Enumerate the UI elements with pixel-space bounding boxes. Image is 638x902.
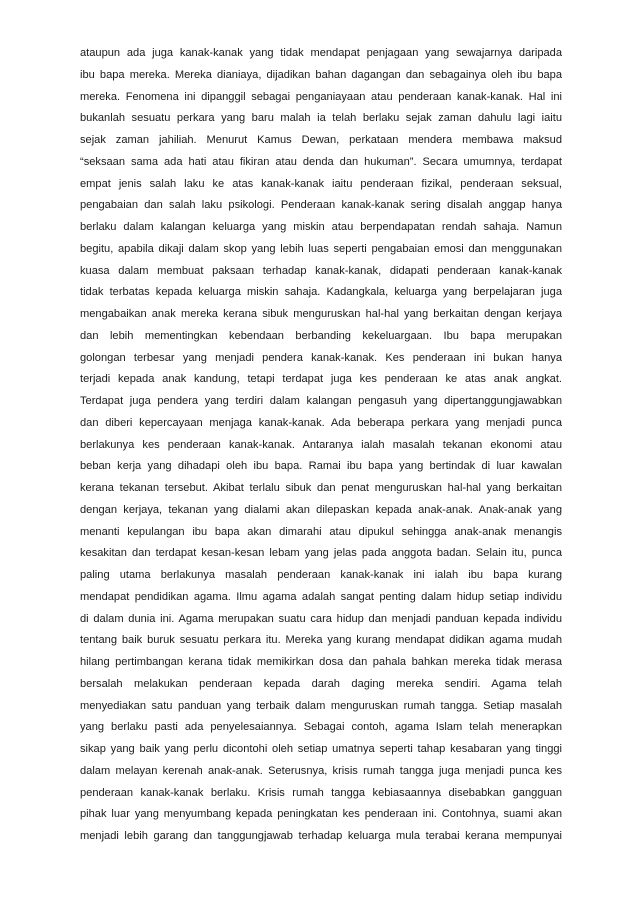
text-line: mendapat pendidikan agama. Ilmu agama adalah sangat penting dalam hidup setiap individu (80, 590, 562, 603)
text-line: golongan terbesar yang menjadi pendera kanak-kanak. Kes penderaan ini bukan hanya (80, 351, 562, 364)
text-line: bersalah melakukan penderaan kepada darah daging mereka sendiri. Agama telah (80, 677, 562, 690)
text-line: bukanlah sesuatu perkara yang baru malah ia telah berlaku sejak zaman dahulu lagi iaitu (80, 112, 562, 125)
text-line: ibu bapa mereka. Mereka dianiaya, dijadikan bahan dagangan dan sebagainya oleh ibu bapa (80, 68, 562, 81)
text-line: terjadi kepada anak kandung, tetapi terdapat juga kes penderaan ke atas anak angkat. (80, 373, 562, 386)
text-line: dan diberi kepercayaan menjaga kanak-kanak. Ada beberapa perkara yang menjadi punca (80, 416, 562, 429)
text-line: hilang pertimbangan kerana tidak memikirkan dosa dan pahala bahkan mereka tidak merasa (80, 656, 562, 668)
text-line: empat jenis salah laku ke atas kanak-kanak iaitu penderaan fizikal, penderaan seksual, (80, 177, 562, 190)
text-line: penderaan kanak-kanak berlaku. Krisis rumah tangga kebiasaannya disebabkan gangguan (80, 786, 562, 799)
text-line: menanti kepulangan ibu bapa akan dimarahi atau dipukul sehingga anak-anak menangis (80, 525, 562, 538)
text-line: kerana tekanan tersebut. Akibat terlalu sibuk dan penat menguruskan hal-hal yang berkaitan (80, 482, 562, 494)
text-line: mereka. Fenomena ini dipanggil sebagai penganiayaan atau penderaan kanak-kanak. Hal ini (80, 90, 562, 103)
text-line: paling utama berlakunya masalah penderaan kanak-kanak ini ialah ibu bapa kurang (80, 569, 562, 581)
text-line: menyediakan satu panduan yang terbaik dalam menguruskan rumah tangga. Setiap masalah (80, 699, 562, 712)
text-line: tidak terbatas kepada keluarga miskin sahaja. Kadangkala, keluarga yang berpelajaran juga (80, 286, 562, 299)
text-line: Terdapat juga pendera yang terdiri dalam kalangan pengasuh yang dipertanggungjawabkan (80, 395, 562, 407)
text-line: berlaku dalam kalangan keluarga yang miskin atau berpendapatan rendah sahaja. Namun (80, 221, 562, 233)
text-line: ataupun ada juga kanak-kanak yang tidak mendapat penjagaan yang sewajarnya daripada (80, 47, 562, 59)
text-line: yang berlaku pasti ada penyelesaiannya. Sebagai contoh, agama Islam telah menerapkan (80, 721, 562, 734)
text-line: dalam melayan kerenah anak-anak. Seterusnya, krisis rumah tangga juga menjadi punca kes (80, 764, 562, 777)
text-line: mengabaikan anak mereka kerana sibuk menguruskan hal-hal yang berkaitan dengan kerjaya (80, 308, 562, 320)
text-line: sejak zaman jahiliah. Menurut Kamus Dewan, perkataan mendera membawa maksud (80, 134, 562, 146)
text-line: dengan kerjaya, tekanan yang dialami akan dilepaskan kepada anak-anak. Anak-anak yang (80, 503, 562, 516)
text-line: sikap yang baik yang perlu dicontohi oleh setiap umatnya seperti tahap kesabaran yang tinggi (80, 743, 562, 755)
body-text (80, 43, 562, 848)
text-line: berlakunya kes penderaan kanak-kanak. Antaranya ialah masalah tekanan ekonomi atau (80, 438, 562, 451)
text-line: kuasa dalam membuat paksaan terhadap kanak-kanak, didapati penderaan kanak-kanak (80, 264, 562, 277)
text-line: “seksaan sama ada hati atau fikiran atau denda dan hukuman”. Secara umumnya, terdapat (80, 155, 562, 168)
text-line: kesakitan dan terdapat kesan-kesan lebam yang jelas pada anggota badan. Selain itu, punca (80, 547, 562, 560)
text-line: tentang baik buruk sesuatu perkara itu. Mereka yang kurang mendapat didikan agama mudah (80, 634, 562, 647)
text-line: dan lebih mementingkan kebendaan berbanding kekeluargaan. Ibu bapa merupakan (80, 329, 562, 342)
text-line: menjadi lebih garang dan tanggungjawab terhadap keluarga mula terabai kerana mempunyai (80, 830, 562, 842)
text-line: pengabaian dan salah laku psikologi. Penderaan kanak-kanak sering disalah anggap hanya (80, 199, 562, 212)
text-line: begitu, apabila dikaji dalam skop yang lebih luas seperti pengabaian emosi dan menggunakan (80, 242, 562, 255)
text-line: beban kerja yang dihadapi oleh ibu bapa. Ramai ibu bapa yang bertindak di luar kawalan (80, 460, 562, 473)
text-line: di dalam dunia ini. Agama merupakan suatu cara hidup dan menjadi panduan kepada individu (80, 612, 562, 625)
text-line: pihak luar yang menyumbang kepada peningkatan kes penderaan ini. Contohnya, suami akan (80, 808, 562, 821)
